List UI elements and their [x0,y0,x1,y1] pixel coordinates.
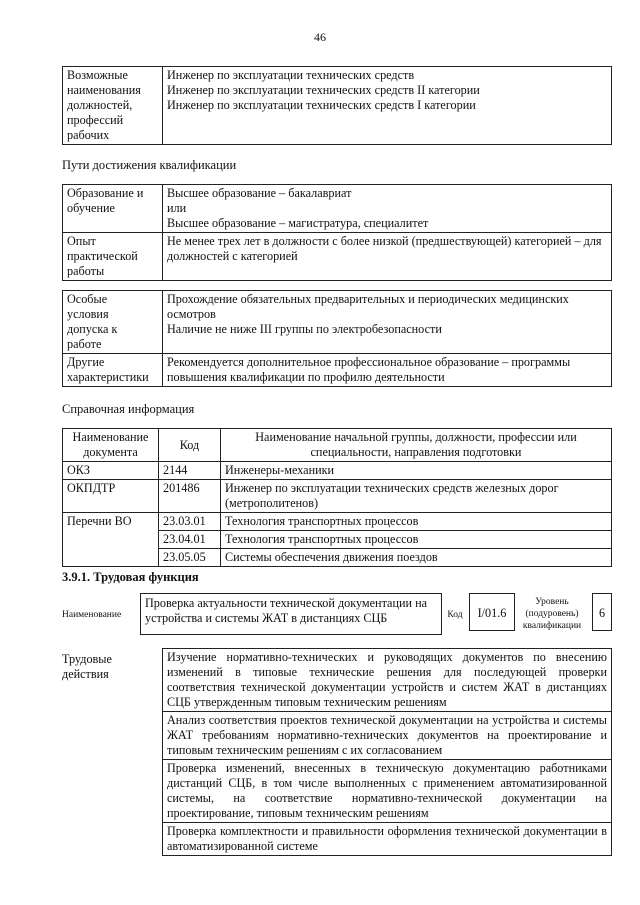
other-label [63,354,163,387]
education-option: или [167,201,187,215]
position-title: Инженер по эксплуатации технических средств II категории [167,83,480,97]
position-title: Инженер по эксплуатации технических средств [167,68,415,82]
header-line: документа [83,445,138,459]
cell-code: 23.05.05 [159,549,221,567]
education-option: Высшее образование – магистратура, специалитет [167,216,429,230]
label-line: Опыт [67,234,96,248]
function-name-box: Проверка актуальности технической документации на устройства и системы ЖАТ в дистанциях СЦБ [140,593,442,635]
label-line: характеристики [67,370,149,384]
label-line: практической [67,249,138,263]
action-item: Изучение нормативно-технических и руководящих документов по внесению изменений в типовые технические решения для последующей проверки соответствия технической документации устройств и систем ЖАТ в дистанциях СЦБ утвержденным типовым техническим решениям [163,649,612,712]
positions-table [62,66,612,145]
cell-doc: ОКЗ [63,462,159,480]
position-title: Инженер по эксплуатации технических средств I категории [167,98,476,112]
label-line: Другие [67,355,105,369]
experience-row [63,233,612,281]
action-row [163,760,612,823]
label-line: допуска к [67,322,118,336]
cell-name: Системы обеспечения движения поездов [221,549,612,567]
condition-text: Прохождение обязательных предварительных и периодических медицинских осмотров [167,292,569,321]
cell-code: 23.03.01 [159,513,221,531]
table-row [63,462,612,480]
education-row [63,185,612,233]
special-label [63,291,163,354]
cell-code: 201486 [159,480,221,513]
positions-values [163,67,612,145]
cell-code: 23.04.01 [159,531,221,549]
header-document [63,429,159,462]
label-line: Образование и [67,186,144,200]
function-code-label: Код [447,610,463,620]
action-row [163,649,612,712]
actions-table [162,648,612,856]
page-number: 46 [314,30,326,44]
cell-name: Инженер по эксплуатации технических средств железных дорог (метрополитенов) [221,480,612,513]
reference-heading: Справочная информация [62,402,195,416]
experience-value: Не менее трех лет в должности с более низкой (предшествующей) категорией – для должностей с категорией [163,233,612,281]
action-row [163,712,612,760]
education-values [163,185,612,233]
action-item: Анализ соответствия проектов технической документации на устройства и системы ЖАТ требованиям нормативно-технических документов на проектирование и типовым техническим решениям с их согласованием [163,712,612,760]
function-level-label [518,596,586,632]
table-row [63,480,612,513]
header-name: Наименование начальной группы, должности, профессии или специальности, направления подготовки [221,429,612,462]
condition-text: Наличие не ниже III группы по электробезопасности [167,322,442,336]
header-code: Код [159,429,221,462]
paths-table [62,184,612,281]
reference-table [62,428,612,567]
function-name-label: Наименование [62,610,122,620]
label-line: действия [62,667,109,681]
cell-doc: ОКПДТР [63,480,159,513]
function-heading: 3.9.1. Трудовая функция [62,570,199,584]
label-line: обучение [67,201,115,215]
cell-name: Инженеры-механики [221,462,612,480]
conditions-table [62,290,612,387]
cell-doc: Перечни ВО [63,513,159,567]
label-line: должностей, [67,98,133,112]
label-line: рабочих [67,128,110,142]
reference-header-row [63,429,612,462]
experience-label [63,233,163,281]
label-line: наименования [67,83,141,97]
label-line: Уровень [535,597,569,607]
label-line: Особые [67,292,108,306]
positions-label [63,67,163,145]
label-line: условия [67,307,109,321]
special-row [63,291,612,354]
label-line: Возможные [67,68,128,82]
label-line: квалификации [522,621,582,631]
positions-row [63,67,612,145]
action-item: Проверка комплектности и правильности оформления технической документации в автоматизированной системе [163,823,612,856]
table-row [63,513,612,531]
special-values [163,291,612,354]
cell-name: Технология транспортных процессов [221,531,612,549]
other-value: Рекомендуется дополнительное профессиональное образование – программы повышения квалификации по профилю деятельности [163,354,612,387]
education-label [63,185,163,233]
header-line: Наименование [72,430,149,444]
function-code-box: I/01.6 [469,593,515,631]
label-line: профессий [67,113,124,127]
label-line: (подуровень) [525,609,579,619]
education-option: Высшее образование – бакалавриат [167,186,352,200]
cell-name: Технология транспортных процессов [221,513,612,531]
function-level-box: 6 [592,593,612,631]
label-line: работе [67,337,102,351]
action-row [163,823,612,856]
paths-heading: Пути достижения квалификации [62,158,237,172]
label-line: Трудовые [62,652,112,666]
action-item: Проверка изменений, внесенных в техническую документацию работниками дистанций СЦБ, в том числе выполненных с применением автоматизированной системы, на соответствие нормативно-технической документации на проектирование, типовым техническим решениям [163,760,612,823]
other-row [63,354,612,387]
cell-code: 2144 [159,462,221,480]
label-line: работы [67,264,105,278]
actions-label [62,652,158,682]
